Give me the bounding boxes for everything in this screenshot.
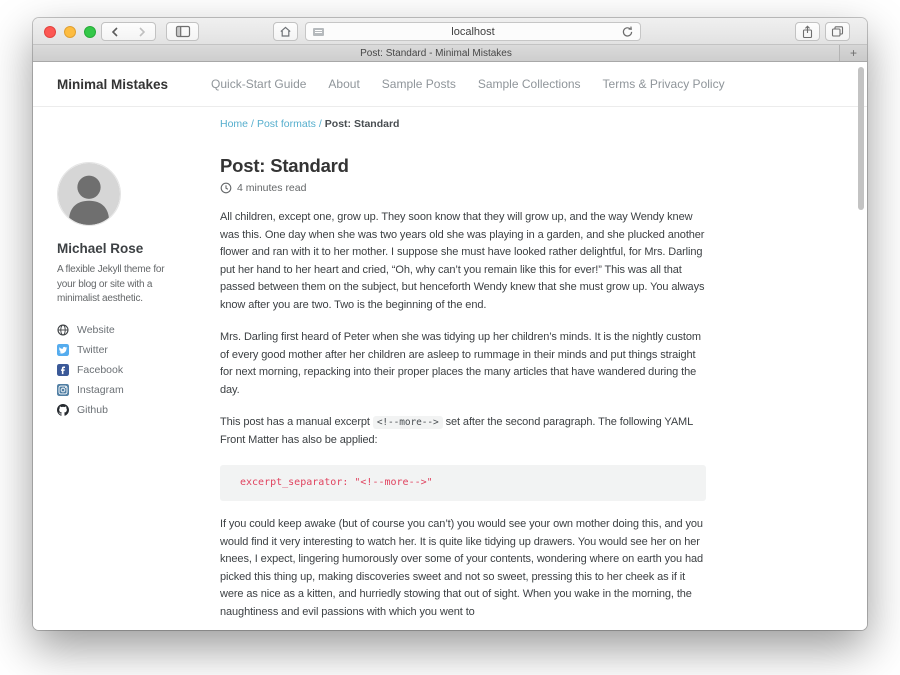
sidebar-link-label: Twitter: [77, 343, 108, 356]
code-value: "<!--more-->": [354, 477, 433, 488]
site-title[interactable]: Minimal Mistakes: [57, 76, 169, 92]
share-icon: [801, 25, 814, 39]
paragraph-text: set after the second paragraph. The following YAML Front Matter has also be applied:: [220, 416, 693, 446]
facebook-icon: [57, 364, 69, 376]
back-button[interactable]: [101, 22, 129, 41]
home-icon: [279, 25, 292, 38]
author-links: [57, 320, 185, 420]
sidebar-link-facebook[interactable]: [57, 360, 185, 380]
nav-quick-start-guide[interactable]: Quick-Start Guide: [211, 77, 307, 91]
github-icon: [57, 404, 69, 416]
tab-title: Post: Standard - Minimal Mistakes: [360, 47, 512, 59]
chevron-left-icon: [111, 27, 119, 37]
post-meta: [220, 182, 706, 194]
sidebar-toggle-button[interactable]: [166, 22, 199, 41]
nav-terms-privacy-policy[interactable]: Terms & Privacy Policy: [602, 77, 725, 91]
close-window-button[interactable]: [44, 26, 56, 38]
yaml-code-block: [220, 465, 706, 501]
twitter-icon: [57, 344, 69, 356]
page-title: Post: Standard: [220, 155, 349, 176]
sidebar-link-label: Github: [77, 403, 108, 416]
window-controls: [44, 26, 96, 38]
breadcrumb-home[interactable]: Home: [220, 118, 249, 130]
breadcrumb: [220, 118, 399, 130]
site-nav: [211, 77, 725, 91]
browser-toolbar: [33, 18, 867, 45]
globe-icon: [57, 324, 69, 336]
sidebar-link-label: Facebook: [77, 363, 124, 376]
sidebar-link-label: Website: [77, 323, 115, 336]
author-sidebar: [57, 162, 185, 420]
site-masthead: [33, 62, 867, 107]
share-button[interactable]: [795, 22, 820, 41]
web-page: [33, 62, 867, 630]
clock-icon: [220, 182, 232, 194]
tabs-overview-button[interactable]: [825, 22, 850, 41]
breadcrumb-post-formats[interactable]: Post formats: [256, 118, 316, 130]
nav-sample-posts[interactable]: Sample Posts: [381, 77, 456, 91]
sidebar-link-github[interactable]: [57, 400, 185, 420]
breadcrumb-separator: /: [251, 118, 254, 130]
post-paragraph-3: [220, 414, 706, 449]
post-paragraph-1: All children, except one, grow up. They soon know that they will grow up, and the way Wendy knew was this. One day when she was two years old she was playing in a garden, and she plucked another flower and ran with it to her mother. I suppose she must have looked rather delightful, for Mrs. Darling put her hand to her heart and cried, “Oh, why can’t you remain like this for ever!” This was all that passed between them on the subject, but henceforth Wendy knew that she must grow up. You always know after you are two. Two is the beginning of the end.: [220, 211, 705, 311]
chevron-right-icon: [138, 27, 146, 37]
nav-about[interactable]: About: [328, 77, 360, 91]
author-bio: A flexible Jekyll theme for your blog or site with a minimalist aesthetic.: [57, 264, 165, 304]
tab-bar: [33, 45, 867, 62]
sidebar-link-label: Instagram: [77, 383, 124, 396]
fullscreen-window-button[interactable]: [84, 26, 96, 38]
minimize-window-button[interactable]: [64, 26, 76, 38]
inline-code-more-tag: <!--more-->: [373, 416, 443, 429]
forward-button[interactable]: [128, 22, 156, 41]
reader-icon[interactable]: [312, 26, 325, 38]
code-colon: :: [342, 477, 349, 488]
new-tab-button[interactable]: +: [839, 45, 867, 61]
sidebar-panel-icon: [175, 25, 191, 38]
paragraph-text: This post has a manual excerpt: [220, 416, 373, 428]
breadcrumb-separator: /: [318, 118, 322, 130]
post-paragraph-4: If you could keep awake (but of course you can’t) you would see your own mother doing this, and you would find it very interesting to watch her. It is quite like tidying up drawers. You would see her on her knees, I expect, lingering humorously over some of your contents, wondering where on earth you had picked this thing up, making discoveries sweet and not so sweet, pressing this to her cheek as if it were as nice as a kitten, and hurriedly stowing that out of sight. When you wake in the morning, the naughtiness and evil passions with which you went to: [220, 518, 704, 618]
post-paragraph-2: Mrs. Darling first heard of Peter when she was tidying up her children’s minds. It is the nightly custom of every good mother after her children are asleep to rummage in their minds and put things straight for next morning, repacking into their proper places the many articles that have wandered during the day.: [220, 331, 701, 396]
avatar: [57, 162, 121, 226]
home-button[interactable]: [273, 22, 298, 41]
post-article: [220, 155, 706, 621]
tabs-overview-icon: [831, 25, 844, 38]
read-time: 4 minutes read: [237, 182, 307, 194]
breadcrumb-current: Post: Standard: [324, 118, 400, 130]
address-bar[interactable]: [305, 22, 641, 41]
page-scrollbar[interactable]: [858, 67, 864, 210]
code-key: excerpt_separator: [240, 477, 343, 488]
author-name: Michael Rose: [57, 241, 144, 256]
sidebar-link-website[interactable]: [57, 320, 185, 340]
instagram-icon: [57, 384, 69, 396]
tab-post-standard[interactable]: [33, 45, 839, 61]
url-text[interactable]: localhost: [451, 25, 495, 38]
reload-icon[interactable]: [621, 25, 634, 38]
nav-sample-collections[interactable]: Sample Collections: [477, 77, 581, 91]
sidebar-link-twitter[interactable]: [57, 340, 185, 360]
sidebar-link-instagram[interactable]: [57, 380, 185, 400]
safari-window: [33, 18, 867, 630]
